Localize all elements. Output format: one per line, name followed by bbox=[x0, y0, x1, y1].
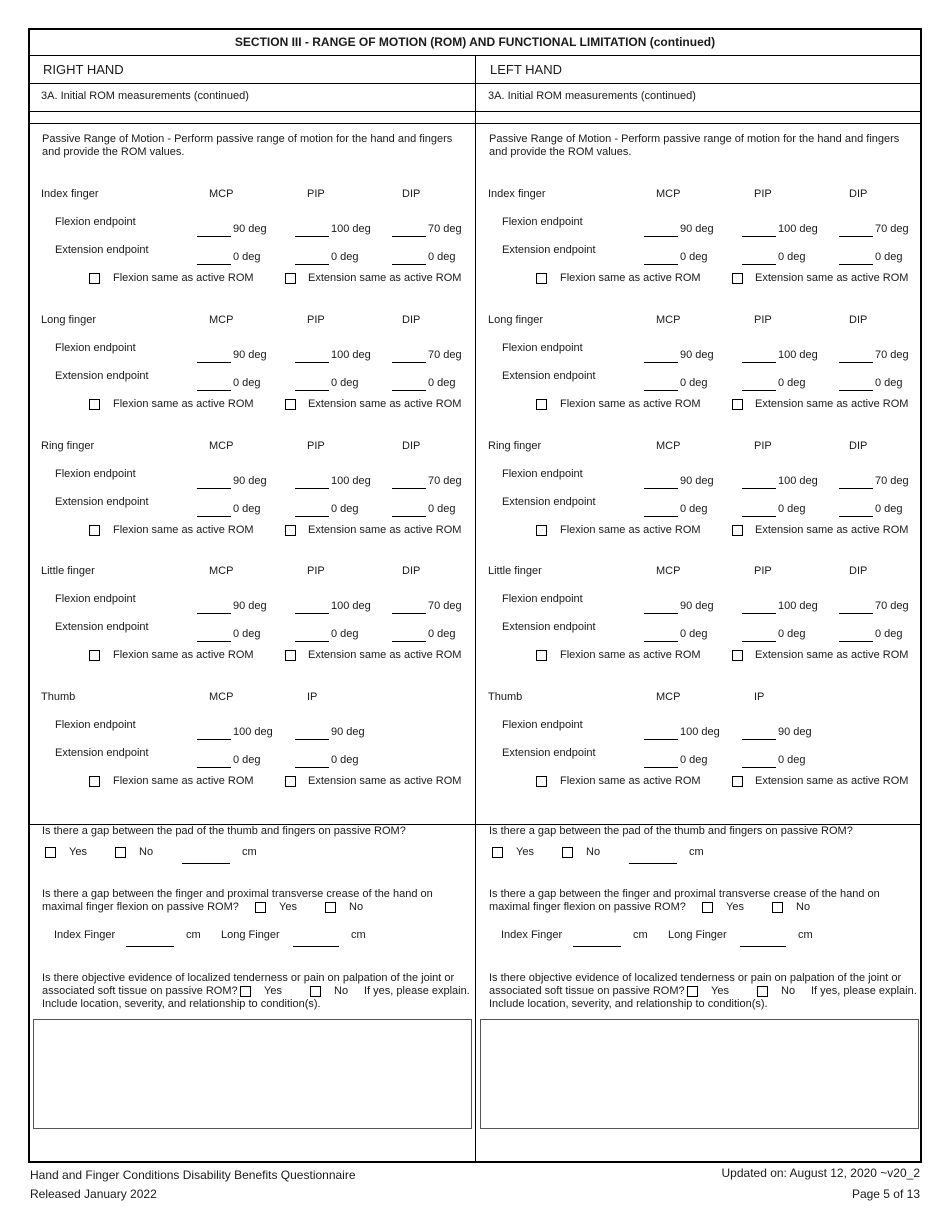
extension-value: 0 deg bbox=[331, 251, 359, 263]
joint-header: PIP bbox=[754, 314, 772, 326]
long-finger-cm-field[interactable] bbox=[740, 932, 786, 947]
joint-header: PIP bbox=[754, 440, 772, 452]
no-label: No bbox=[334, 985, 349, 997]
finger-name: Ring finger bbox=[41, 440, 95, 452]
flexion-same-label: Flexion same as active ROM bbox=[113, 398, 254, 410]
tenderness-question: Is there objective evidence of localized tenderness or pain on palpation of the joint or bbox=[489, 972, 902, 984]
flexion-value: 100 deg bbox=[331, 475, 371, 487]
extension-value: 0 deg bbox=[331, 628, 359, 640]
extension-same-label: Extension same as active ROM bbox=[308, 775, 462, 787]
extension-same-checkbox[interactable] bbox=[732, 399, 743, 410]
extension-value: 0 deg bbox=[778, 377, 806, 389]
gap-thumb-question: Is there a gap between the pad of the thumb and fingers on passive ROM? bbox=[489, 825, 853, 837]
joint-header: DIP bbox=[849, 188, 868, 200]
extension-value-field[interactable] bbox=[839, 250, 873, 265]
flexion-value-field[interactable] bbox=[644, 222, 678, 237]
flexion-value-field[interactable] bbox=[295, 599, 329, 614]
extension-value-field[interactable] bbox=[742, 502, 776, 517]
extension-same-checkbox[interactable] bbox=[285, 399, 296, 410]
flexion-value-field[interactable] bbox=[644, 599, 678, 614]
joint-header: MCP bbox=[209, 440, 234, 452]
extension-endpoint-label: Extension endpoint bbox=[55, 370, 149, 382]
extension-value: 0 deg bbox=[331, 754, 359, 766]
flexion-value: 70 deg bbox=[875, 349, 909, 361]
extension-endpoint-label: Extension endpoint bbox=[502, 370, 596, 382]
flexion-value-field[interactable] bbox=[295, 348, 329, 363]
footer-released: Released January 2022 bbox=[30, 1187, 157, 1201]
extension-value: 0 deg bbox=[778, 754, 806, 766]
flexion-endpoint-label: Flexion endpoint bbox=[502, 593, 583, 605]
flexion-value-field[interactable] bbox=[644, 348, 678, 363]
cm-label: cm bbox=[633, 929, 648, 941]
flexion-endpoint-label: Flexion endpoint bbox=[55, 719, 136, 731]
joint-header: MCP bbox=[656, 691, 681, 703]
extension-same-label: Extension same as active ROM bbox=[755, 649, 909, 661]
extension-value: 0 deg bbox=[680, 503, 708, 515]
flexion-value-field[interactable] bbox=[295, 222, 329, 237]
joint-header: DIP bbox=[849, 565, 868, 577]
extension-value-field[interactable] bbox=[644, 627, 678, 642]
index-finger-cm-field[interactable] bbox=[126, 932, 174, 947]
flexion-value: 70 deg bbox=[875, 600, 909, 612]
tenderness-question-cont: associated soft tissue on passive ROM? bbox=[42, 985, 238, 997]
joint-header: IP bbox=[754, 691, 765, 703]
joint-header: MCP bbox=[209, 691, 234, 703]
flexion-value: 90 deg bbox=[233, 600, 267, 612]
joint-header: PIP bbox=[307, 440, 325, 452]
flexion-value-field[interactable] bbox=[197, 222, 231, 237]
flexion-value-field[interactable] bbox=[392, 222, 426, 237]
extension-same-checkbox[interactable] bbox=[732, 650, 743, 661]
cm-label: cm bbox=[689, 846, 704, 858]
passive-rom-instructions: Passive Range of Motion - Perform passive range of motion for the hand and fingers and provide the ROM values. bbox=[42, 133, 453, 158]
tenderness-explain-prompt: If yes, please explain. bbox=[811, 985, 917, 997]
extension-value-field[interactable] bbox=[295, 376, 329, 391]
extension-value-field[interactable] bbox=[644, 376, 678, 391]
finger-name: Little finger bbox=[488, 565, 542, 577]
extension-value: 0 deg bbox=[680, 377, 708, 389]
joint-header: MCP bbox=[656, 188, 681, 200]
cm-label: cm bbox=[242, 846, 257, 858]
section-title: SECTION III - RANGE OF MOTION (ROM) AND FUNCTIONAL LIMITATION (continued) bbox=[234, 35, 716, 49]
tenderness-explain-prompt: If yes, please explain. bbox=[364, 985, 470, 997]
flexion-value: 100 deg bbox=[778, 349, 818, 361]
tenderness-explanation-textarea[interactable] bbox=[33, 1019, 472, 1129]
joint-header: MCP bbox=[209, 565, 234, 577]
joint-header: DIP bbox=[402, 314, 421, 326]
extension-value: 0 deg bbox=[778, 251, 806, 263]
flexion-value: 90 deg bbox=[778, 726, 812, 738]
extension-value-field[interactable] bbox=[742, 376, 776, 391]
extension-value-field[interactable] bbox=[392, 250, 426, 265]
extension-value-field[interactable] bbox=[644, 502, 678, 517]
joint-header: DIP bbox=[402, 565, 421, 577]
flexion-value-field[interactable] bbox=[392, 474, 426, 489]
gap-thumb-cm-field[interactable] bbox=[629, 849, 677, 864]
flexion-same-checkbox[interactable] bbox=[89, 273, 100, 284]
extension-endpoint-label: Extension endpoint bbox=[502, 621, 596, 633]
extension-same-label: Extension same as active ROM bbox=[755, 524, 909, 536]
flexion-same-label: Flexion same as active ROM bbox=[560, 524, 701, 536]
extension-value-field[interactable] bbox=[742, 250, 776, 265]
gap-crease-no-checkbox[interactable] bbox=[325, 902, 336, 913]
flexion-value-field[interactable] bbox=[839, 348, 873, 363]
extension-value-field[interactable] bbox=[295, 753, 329, 768]
finger-name: Index finger bbox=[41, 188, 99, 200]
flexion-value: 90 deg bbox=[680, 223, 714, 235]
finger-name: Long finger bbox=[41, 314, 97, 326]
flexion-value-field[interactable] bbox=[392, 599, 426, 614]
extension-same-checkbox[interactable] bbox=[285, 776, 296, 787]
extension-value: 0 deg bbox=[233, 754, 261, 766]
gap-crease-yes-checkbox[interactable] bbox=[255, 902, 266, 913]
flexion-same-label: Flexion same as active ROM bbox=[113, 775, 254, 787]
flexion-value-field[interactable] bbox=[295, 725, 329, 740]
extension-value-field[interactable] bbox=[644, 250, 678, 265]
extension-value-field[interactable] bbox=[839, 502, 873, 517]
flexion-endpoint-label: Flexion endpoint bbox=[55, 468, 136, 480]
no-label: No bbox=[796, 901, 811, 913]
finger-name: Index finger bbox=[488, 188, 546, 200]
flexion-value-field[interactable] bbox=[742, 222, 776, 237]
index-finger-cm-field[interactable] bbox=[573, 932, 621, 947]
extension-value: 0 deg bbox=[875, 251, 903, 263]
footer-page-number: Page 5 of 13 bbox=[851, 1187, 920, 1201]
flexion-same-checkbox[interactable] bbox=[89, 776, 100, 787]
hand-label: RIGHT HAND bbox=[43, 62, 124, 77]
extension-value-field[interactable] bbox=[644, 753, 678, 768]
extension-same-label: Extension same as active ROM bbox=[308, 272, 462, 284]
extension-endpoint-label: Extension endpoint bbox=[55, 496, 149, 508]
flexion-same-checkbox[interactable] bbox=[536, 525, 547, 536]
tenderness-explanation-textarea[interactable] bbox=[480, 1019, 919, 1129]
flexion-value-field[interactable] bbox=[839, 474, 873, 489]
column-divider bbox=[475, 56, 476, 1163]
tenderness-yes-checkbox[interactable] bbox=[687, 986, 698, 997]
joint-header: IP bbox=[307, 691, 318, 703]
flexion-value: 70 deg bbox=[875, 223, 909, 235]
extension-value: 0 deg bbox=[680, 251, 708, 263]
flexion-value: 90 deg bbox=[233, 223, 267, 235]
joint-header: DIP bbox=[849, 314, 868, 326]
gap-thumb-question: Is there a gap between the pad of the thumb and fingers on passive ROM? bbox=[42, 825, 406, 837]
flexion-value: 100 deg bbox=[233, 726, 273, 738]
cm-label: cm bbox=[351, 929, 366, 941]
yes-label: Yes bbox=[516, 846, 534, 858]
extension-value: 0 deg bbox=[233, 251, 261, 263]
finger-name: Little finger bbox=[41, 565, 95, 577]
extension-value-field[interactable] bbox=[197, 250, 231, 265]
yes-label: Yes bbox=[69, 846, 87, 858]
finger-name: Long finger bbox=[488, 314, 544, 326]
flexion-value-field[interactable] bbox=[197, 599, 231, 614]
flexion-value: 90 deg bbox=[233, 349, 267, 361]
no-label: No bbox=[781, 985, 796, 997]
extension-endpoint-label: Extension endpoint bbox=[502, 496, 596, 508]
gap-crease-no-checkbox[interactable] bbox=[772, 902, 783, 913]
extension-value-field[interactable] bbox=[392, 376, 426, 391]
flexion-value-field[interactable] bbox=[197, 348, 231, 363]
flexion-value: 90 deg bbox=[680, 349, 714, 361]
flexion-same-checkbox[interactable] bbox=[89, 525, 100, 536]
flexion-value: 90 deg bbox=[680, 600, 714, 612]
flexion-value: 70 deg bbox=[875, 475, 909, 487]
flexion-value: 100 deg bbox=[331, 600, 371, 612]
index-finger-label: Index Finger bbox=[54, 929, 116, 941]
extension-value-field[interactable] bbox=[197, 502, 231, 517]
extension-same-label: Extension same as active ROM bbox=[308, 649, 462, 661]
tenderness-question-cont: Include location, severity, and relationship to condition(s). bbox=[42, 998, 321, 1010]
finger-name: Ring finger bbox=[488, 440, 542, 452]
flexion-same-label: Flexion same as active ROM bbox=[560, 398, 701, 410]
flexion-same-label: Flexion same as active ROM bbox=[113, 272, 254, 284]
joint-header: DIP bbox=[402, 188, 421, 200]
joint-header: PIP bbox=[754, 565, 772, 577]
flexion-value: 70 deg bbox=[428, 349, 462, 361]
gap-crease-question: Is there a gap between the finger and proximal transverse crease of the hand on bbox=[42, 888, 433, 900]
joint-header: MCP bbox=[656, 314, 681, 326]
extension-value: 0 deg bbox=[331, 503, 359, 515]
long-finger-cm-field[interactable] bbox=[293, 932, 339, 947]
flexion-value-field[interactable] bbox=[839, 222, 873, 237]
extension-value-field[interactable] bbox=[839, 627, 873, 642]
flexion-same-label: Flexion same as active ROM bbox=[560, 649, 701, 661]
extension-same-label: Extension same as active ROM bbox=[755, 398, 909, 410]
extension-same-label: Extension same as active ROM bbox=[308, 398, 462, 410]
extension-value-field[interactable] bbox=[742, 627, 776, 642]
yes-label: Yes bbox=[726, 901, 744, 913]
extension-value: 0 deg bbox=[331, 377, 359, 389]
extension-value-field[interactable] bbox=[392, 502, 426, 517]
flexion-value-field[interactable] bbox=[197, 725, 231, 740]
extension-value: 0 deg bbox=[233, 503, 261, 515]
flexion-value: 100 deg bbox=[680, 726, 720, 738]
extension-endpoint-label: Extension endpoint bbox=[502, 244, 596, 256]
extension-value: 0 deg bbox=[428, 377, 456, 389]
flexion-value-field[interactable] bbox=[644, 474, 678, 489]
joint-header: MCP bbox=[209, 314, 234, 326]
footer-form-name: Hand and Finger Conditions Disability Benefits Questionnaire bbox=[30, 1168, 356, 1182]
flexion-endpoint-label: Flexion endpoint bbox=[502, 216, 583, 228]
gap-crease-question: Is there a gap between the finger and proximal transverse crease of the hand on bbox=[489, 888, 880, 900]
joint-header: MCP bbox=[656, 565, 681, 577]
gap-thumb-no-checkbox[interactable] bbox=[562, 847, 573, 858]
flexion-endpoint-label: Flexion endpoint bbox=[502, 342, 583, 354]
flexion-value: 100 deg bbox=[778, 223, 818, 235]
flexion-value-field[interactable] bbox=[197, 474, 231, 489]
flexion-same-checkbox[interactable] bbox=[536, 273, 547, 284]
extension-endpoint-label: Extension endpoint bbox=[502, 747, 596, 759]
extension-value-field[interactable] bbox=[295, 627, 329, 642]
yes-label: Yes bbox=[711, 985, 729, 997]
yes-label: Yes bbox=[279, 901, 297, 913]
gap-crease-yes-checkbox[interactable] bbox=[702, 902, 713, 913]
flexion-value: 90 deg bbox=[331, 726, 365, 738]
extension-value: 0 deg bbox=[875, 503, 903, 515]
flexion-value: 100 deg bbox=[331, 223, 371, 235]
extension-value: 0 deg bbox=[680, 628, 708, 640]
joint-header: PIP bbox=[754, 188, 772, 200]
joint-header: DIP bbox=[402, 440, 421, 452]
extension-value-field[interactable] bbox=[197, 376, 231, 391]
flexion-value: 70 deg bbox=[428, 223, 462, 235]
gap-thumb-yes-checkbox[interactable] bbox=[45, 847, 56, 858]
extension-value: 0 deg bbox=[233, 628, 261, 640]
extension-value: 0 deg bbox=[428, 628, 456, 640]
joint-header: PIP bbox=[307, 314, 325, 326]
extension-value-field[interactable] bbox=[742, 753, 776, 768]
gap-thumb-cm-field[interactable] bbox=[182, 849, 230, 864]
flexion-endpoint-label: Flexion endpoint bbox=[502, 719, 583, 731]
flexion-same-checkbox[interactable] bbox=[89, 650, 100, 661]
joint-header: DIP bbox=[849, 440, 868, 452]
flexion-value-field[interactable] bbox=[392, 348, 426, 363]
passive-rom-instructions: Passive Range of Motion - Perform passive range of motion for the hand and fingers and provide the ROM values. bbox=[489, 133, 900, 158]
flexion-same-checkbox[interactable] bbox=[536, 776, 547, 787]
subheading: 3A. Initial ROM measurements (continued) bbox=[41, 90, 249, 102]
flexion-value-field[interactable] bbox=[839, 599, 873, 614]
extension-same-label: Extension same as active ROM bbox=[308, 524, 462, 536]
extension-value-field[interactable] bbox=[392, 627, 426, 642]
no-label: No bbox=[586, 846, 601, 858]
no-label: No bbox=[349, 901, 364, 913]
extension-endpoint-label: Extension endpoint bbox=[55, 621, 149, 633]
flexion-value-field[interactable] bbox=[742, 474, 776, 489]
flexion-value: 100 deg bbox=[778, 475, 818, 487]
extension-same-label: Extension same as active ROM bbox=[755, 272, 909, 284]
joint-header: MCP bbox=[656, 440, 681, 452]
flexion-value: 100 deg bbox=[331, 349, 371, 361]
gap-thumb-yes-checkbox[interactable] bbox=[492, 847, 503, 858]
extension-value: 0 deg bbox=[778, 503, 806, 515]
flexion-same-checkbox[interactable] bbox=[536, 399, 547, 410]
extension-same-checkbox[interactable] bbox=[285, 650, 296, 661]
tenderness-question: Is there objective evidence of localized tenderness or pain on palpation of the joint or bbox=[42, 972, 455, 984]
flexion-same-checkbox[interactable] bbox=[536, 650, 547, 661]
flexion-endpoint-label: Flexion endpoint bbox=[502, 468, 583, 480]
extension-same-checkbox[interactable] bbox=[732, 525, 743, 536]
gap-crease-question-cont: maximal finger flexion on passive ROM? bbox=[42, 901, 239, 913]
flexion-same-label: Flexion same as active ROM bbox=[560, 775, 701, 787]
joint-header: PIP bbox=[307, 565, 325, 577]
flexion-value: 70 deg bbox=[428, 600, 462, 612]
tenderness-question-cont: Include location, severity, and relationship to condition(s). bbox=[489, 998, 768, 1010]
flexion-same-label: Flexion same as active ROM bbox=[560, 272, 701, 284]
long-finger-label: Long Finger bbox=[668, 929, 727, 941]
hand-label: LEFT HAND bbox=[490, 62, 562, 77]
flexion-value-field[interactable] bbox=[742, 599, 776, 614]
flexion-value: 90 deg bbox=[680, 475, 714, 487]
extension-value: 0 deg bbox=[233, 377, 261, 389]
flexion-endpoint-label: Flexion endpoint bbox=[55, 216, 136, 228]
extension-endpoint-label: Extension endpoint bbox=[55, 747, 149, 759]
extension-value: 0 deg bbox=[875, 628, 903, 640]
joint-header: MCP bbox=[209, 188, 234, 200]
extension-same-checkbox[interactable] bbox=[732, 273, 743, 284]
flexion-same-label: Flexion same as active ROM bbox=[113, 524, 254, 536]
extension-value: 0 deg bbox=[428, 503, 456, 515]
gap-crease-question-cont: maximal finger flexion on passive ROM? bbox=[489, 901, 686, 913]
tenderness-question-cont: associated soft tissue on passive ROM? bbox=[489, 985, 685, 997]
flexion-value-field[interactable] bbox=[295, 474, 329, 489]
extension-value-field[interactable] bbox=[197, 627, 231, 642]
flexion-value-field[interactable] bbox=[644, 725, 678, 740]
extension-value: 0 deg bbox=[875, 377, 903, 389]
flexion-same-checkbox[interactable] bbox=[89, 399, 100, 410]
no-label: No bbox=[139, 846, 154, 858]
extension-value-field[interactable] bbox=[197, 753, 231, 768]
extension-same-checkbox[interactable] bbox=[285, 525, 296, 536]
flexion-value-field[interactable] bbox=[742, 725, 776, 740]
gap-thumb-no-checkbox[interactable] bbox=[115, 847, 126, 858]
cm-label: cm bbox=[186, 929, 201, 941]
tenderness-no-checkbox[interactable] bbox=[757, 986, 768, 997]
extension-value: 0 deg bbox=[778, 628, 806, 640]
flexion-value: 90 deg bbox=[233, 475, 267, 487]
extension-value: 0 deg bbox=[428, 251, 456, 263]
extension-endpoint-label: Extension endpoint bbox=[55, 244, 149, 256]
tenderness-yes-checkbox[interactable] bbox=[240, 986, 251, 997]
extension-value: 0 deg bbox=[680, 754, 708, 766]
flexion-value: 100 deg bbox=[778, 600, 818, 612]
tenderness-no-checkbox[interactable] bbox=[310, 986, 321, 997]
subheading: 3A. Initial ROM measurements (continued) bbox=[488, 90, 696, 102]
extension-same-checkbox[interactable] bbox=[285, 273, 296, 284]
cm-label: cm bbox=[798, 929, 813, 941]
yes-label: Yes bbox=[264, 985, 282, 997]
flexion-endpoint-label: Flexion endpoint bbox=[55, 342, 136, 354]
flexion-endpoint-label: Flexion endpoint bbox=[55, 593, 136, 605]
finger-name: Thumb bbox=[488, 691, 523, 703]
finger-name: Thumb bbox=[41, 691, 76, 703]
extension-same-checkbox[interactable] bbox=[732, 776, 743, 787]
extension-value-field[interactable] bbox=[839, 376, 873, 391]
extension-value-field[interactable] bbox=[295, 250, 329, 265]
extension-value-field[interactable] bbox=[295, 502, 329, 517]
flexion-value: 70 deg bbox=[428, 475, 462, 487]
flexion-value-field[interactable] bbox=[742, 348, 776, 363]
long-finger-label: Long Finger bbox=[221, 929, 280, 941]
joint-header: PIP bbox=[307, 188, 325, 200]
flexion-same-label: Flexion same as active ROM bbox=[113, 649, 254, 661]
extension-same-label: Extension same as active ROM bbox=[755, 775, 909, 787]
footer-updated: Updated on: August 12, 2020 ~v20_2 bbox=[721, 1166, 920, 1180]
index-finger-label: Index Finger bbox=[501, 929, 563, 941]
